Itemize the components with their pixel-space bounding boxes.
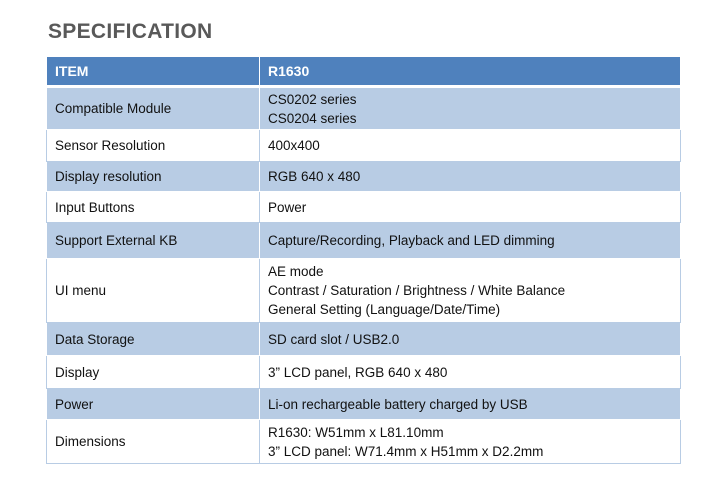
row-value-line: 400x400 <box>268 138 320 153</box>
row-value-line: Li-on rechargeable battery charged by USB <box>268 396 528 412</box>
row-value-line: R1630: W51mm x L81.10mm <box>268 424 444 440</box>
row-value-line: 3” LCD panel: W71.4mm x H51mm x D2.2mm <box>268 443 544 459</box>
row-label: Data Storage <box>47 323 260 356</box>
row-label: Dimensions <box>47 420 260 464</box>
table-row <box>47 420 681 464</box>
row-value <box>260 259 681 323</box>
table-row <box>47 192 681 223</box>
row-value <box>260 162 681 192</box>
row-value <box>260 356 681 389</box>
row-label: Compatible Module <box>47 87 260 130</box>
specification-table <box>46 56 681 464</box>
row-value <box>260 192 681 223</box>
row-value <box>260 223 681 259</box>
row-value-line: RGB 640 x 480 <box>268 169 361 184</box>
table-row <box>47 130 681 162</box>
table-row <box>47 389 681 420</box>
row-value-line: General Setting (Language/Date/Time) <box>268 302 501 317</box>
column-header-item: ITEM <box>47 57 260 87</box>
row-value-line: AE mode <box>268 264 324 279</box>
row-value <box>260 130 681 162</box>
row-label: Power <box>47 389 260 420</box>
row-value-line: CS0204 series <box>268 110 357 126</box>
table-row <box>47 323 681 356</box>
row-label: Support External KB <box>47 223 260 259</box>
row-value-line: Power <box>268 199 307 215</box>
row-label: UI menu <box>47 259 260 323</box>
row-value-line: CS0202 series <box>268 91 357 107</box>
table-row <box>47 87 681 130</box>
row-label: Input Buttons <box>47 192 260 223</box>
row-label: Sensor Resolution <box>47 130 260 162</box>
row-value-line: Contrast / Saturation / Brightness / White Balance <box>268 283 566 298</box>
row-label: Display resolution <box>47 162 260 192</box>
row-value <box>260 420 681 464</box>
row-value <box>260 323 681 356</box>
row-value <box>260 389 681 420</box>
table-row <box>47 162 681 192</box>
page-title: SPECIFICATION <box>48 20 213 43</box>
row-label: Display <box>47 356 260 389</box>
table-header-row <box>47 57 681 87</box>
row-value <box>260 87 681 130</box>
table-row <box>47 356 681 389</box>
table-row <box>47 223 681 259</box>
table-row <box>47 259 681 323</box>
row-value-line: 3” LCD panel, RGB 640 x 480 <box>268 364 448 380</box>
row-value-line: Capture/Recording, Playback and LED dimming <box>268 233 555 248</box>
column-header-model: R1630 <box>260 57 681 87</box>
row-value-line: SD card slot / USB2.0 <box>268 331 400 347</box>
